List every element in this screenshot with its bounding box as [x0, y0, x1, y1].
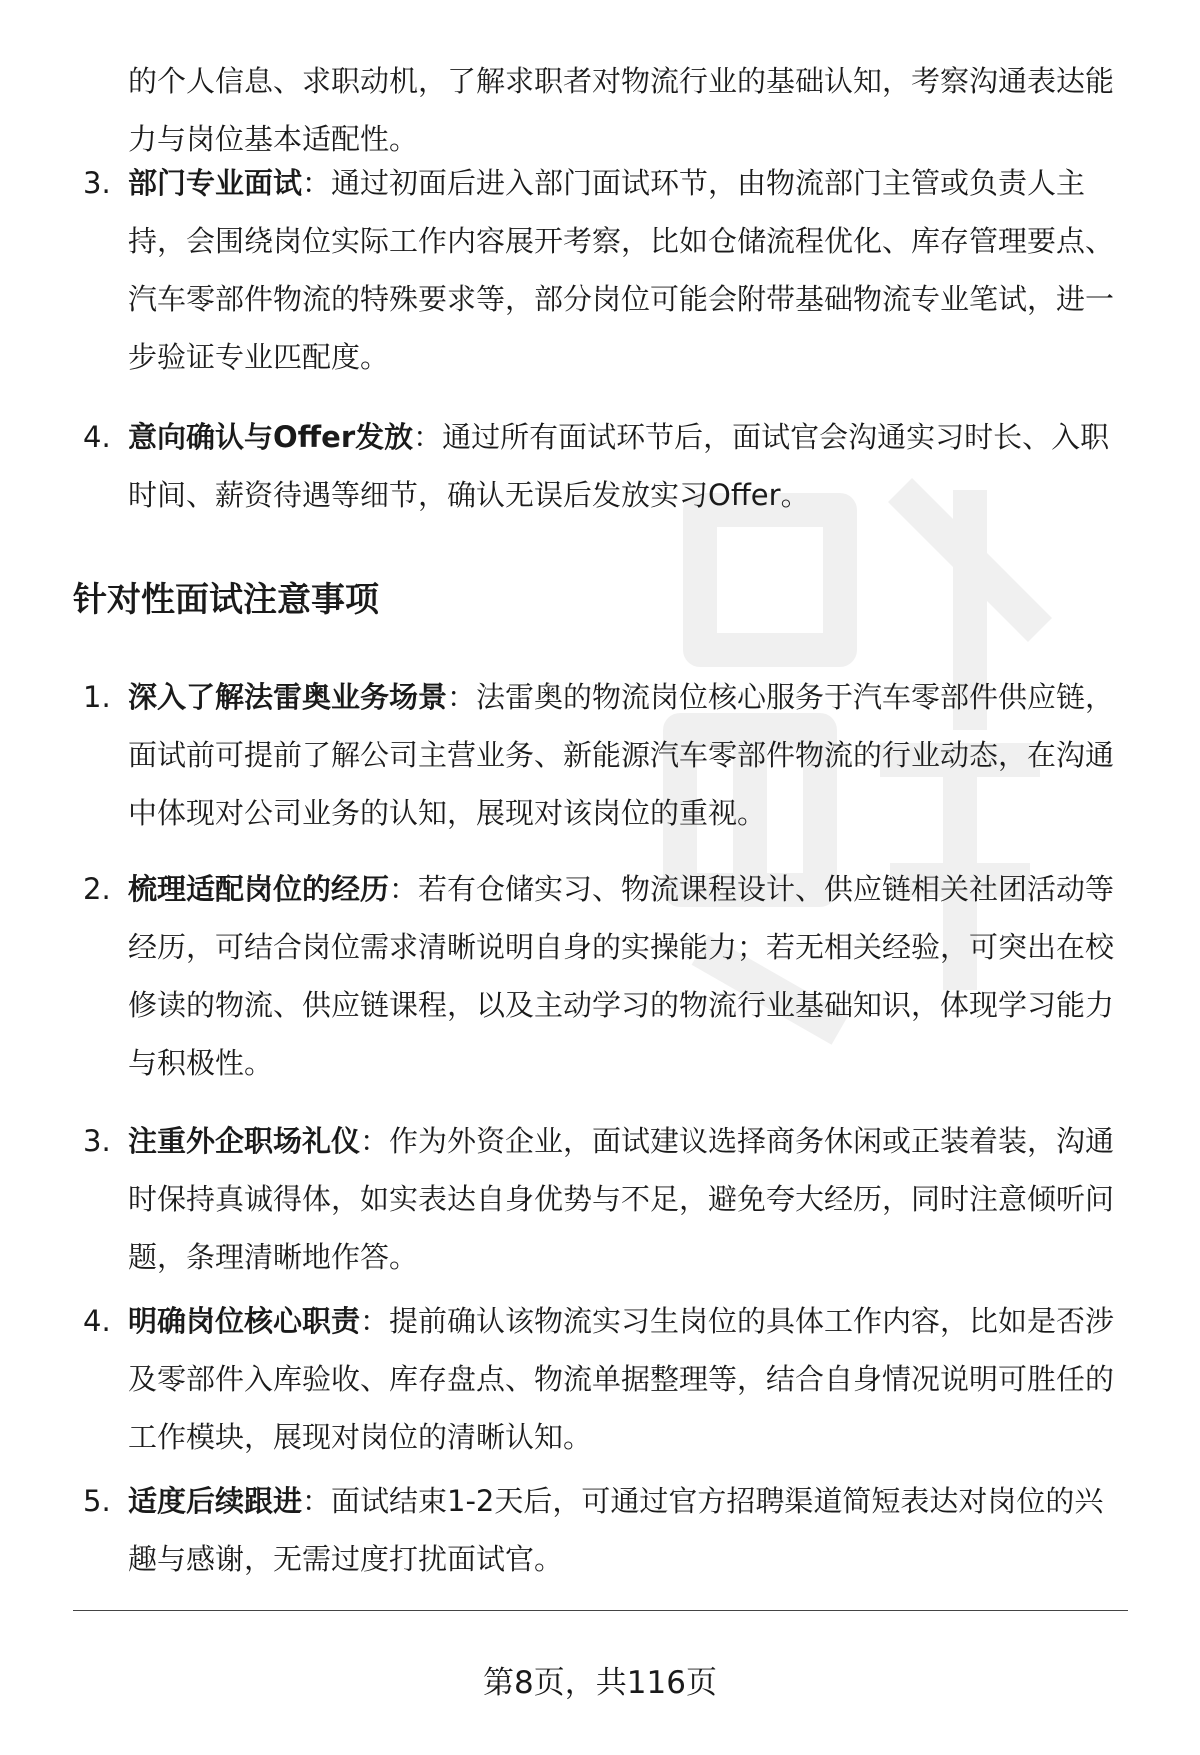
tip-text: ：面试结束1-2天后，可通过官方招聘渠道简短表达对岗位的兴 — [302, 1484, 1104, 1518]
tip-text: 及零部件入库验收、库存盘点、物流单据整理等，结合自身情况说明可胜任的 — [128, 1362, 1115, 1396]
tip-text: 中体现对公司业务的认知，展现对该岗位的重视。 — [128, 796, 767, 830]
tip-label: 梳理适配岗位的经历 — [128, 872, 390, 906]
list-number: 4. — [83, 420, 111, 454]
tip-text: ：法雷奥的物流岗位核心服务于汽车零部件供应链， — [447, 680, 1115, 714]
step-text: 步验证专业匹配度。 — [128, 340, 390, 374]
tip-text: 时保持真诚得体，如实表达自身优势与不足，避免夸大经历，同时注意倾听问 — [128, 1182, 1115, 1216]
tip-text: ：若有仓储实习、物流课程设计、供应链相关社团活动等 — [389, 872, 1115, 906]
section-heading: 针对性面试注意事项 — [73, 580, 379, 620]
list-number: 1. — [83, 680, 111, 714]
tip-text: 工作模块，展现对岗位的清晰认知。 — [128, 1420, 593, 1454]
tip-text: 与积极性。 — [128, 1046, 274, 1080]
page-number: 第8页，共116页 — [483, 1665, 717, 1701]
step-text: ：通过所有面试环节后，面试官会沟通实习时长、入职 — [413, 420, 1110, 454]
tip-label: 明确岗位核心职责 — [128, 1304, 361, 1338]
tip-text: 趣与感谢，无需过度打扰面试官。 — [128, 1542, 564, 1576]
tip-text: ：作为外资企业，面试建议选择商务休闲或正装着装，沟通 — [360, 1124, 1115, 1158]
step-text: 持，会围绕岗位实际工作内容展开考察，比如仓储流程优化、库存管理要点、 — [128, 224, 1115, 258]
step-label: 部门专业面试 — [128, 166, 303, 200]
step-text: 汽车零部件物流的特殊要求等，部分岗位可能会附带基础物流专业笔试，进一 — [128, 282, 1115, 316]
tip-label: 深入了解法雷奥业务场景 — [128, 680, 448, 714]
intro-line: 力与岗位基本适配性。 — [128, 122, 419, 156]
list-number: 4. — [83, 1304, 111, 1338]
step-label: 意向确认与Offer发放 — [128, 420, 414, 454]
intro-continuation — [128, 52, 1138, 168]
list-number: 2. — [83, 872, 111, 906]
list-number: 5. — [83, 1484, 111, 1518]
tip-text: ：提前确认该物流实习生岗位的具体工作内容，比如是否涉 — [360, 1304, 1115, 1338]
list-number: 3. — [83, 1124, 111, 1158]
footer-divider — [73, 1610, 1128, 1611]
step-text: 时间、薪资待遇等细节，确认无误后发放实习Offer。 — [128, 478, 810, 512]
tip-text: 题，条理清晰地作答。 — [128, 1240, 419, 1274]
intro-line: 的个人信息、求职动机，了解求职者对物流行业的基础认知，考察沟通表达能 — [128, 64, 1115, 98]
list-number: 3. — [83, 166, 111, 200]
tip-label: 适度后续跟进 — [128, 1484, 303, 1518]
step-text: ：通过初面后进入部门面试环节，由物流部门主管或负责人主 — [302, 166, 1086, 200]
tip-text: 修读的物流、供应链课程，以及主动学习的物流行业基础知识，体现学习能力 — [128, 988, 1115, 1022]
tip-text: 经历，可结合岗位需求清晰说明自身的实操能力；若无相关经验，可突出在校 — [128, 930, 1115, 964]
tip-label: 注重外企职场礼仪 — [128, 1124, 361, 1158]
tip-text: 面试前可提前了解公司主营业务、新能源汽车零部件物流的行业动态，在沟通 — [128, 738, 1115, 772]
